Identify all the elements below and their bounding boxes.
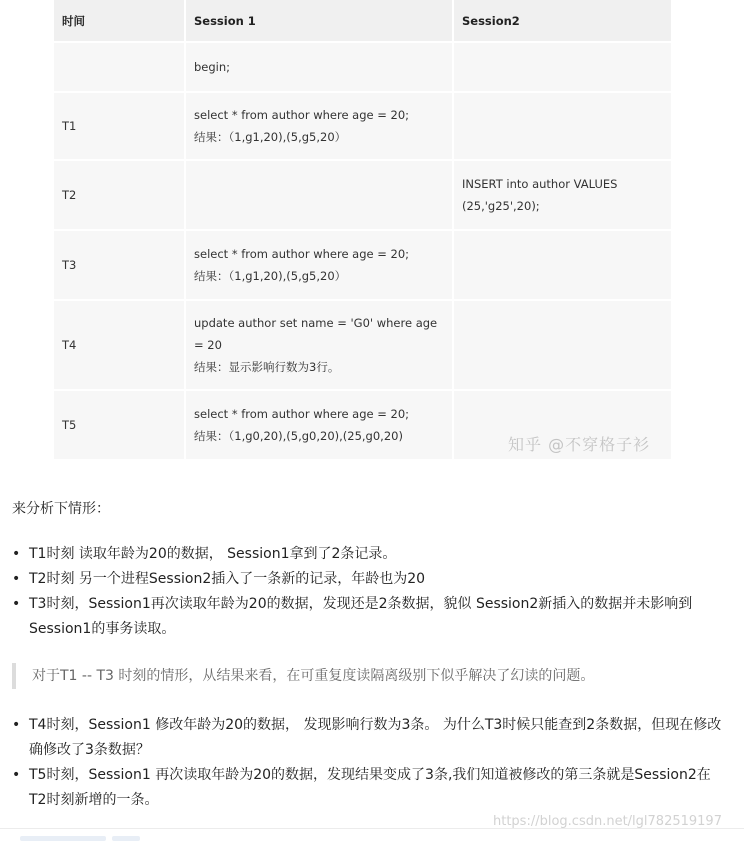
footer-tag[interactable]: [112, 836, 140, 841]
session1-cell: [185, 230, 453, 300]
session2-line: INSERT into author VALUES: [462, 177, 618, 191]
table-row: [54, 92, 672, 160]
session1-cell: [185, 160, 453, 230]
bullet-list-2: [12, 713, 722, 813]
session1-line: 结果：（1,g1,20),(5,g5,20）: [194, 269, 347, 283]
session1-line: select * from author where age = 20;: [194, 247, 410, 261]
header-time: 时间: [54, 0, 185, 42]
time-cell: [54, 42, 185, 92]
list-item: • T1时刻 读取年龄为20的数据， Session1拿到了2条记录。: [12, 542, 722, 567]
bullet-list-1: [12, 542, 722, 642]
session1-line: 结果：（1,g0,20),(5,g0,20),(25,g0,20): [194, 429, 403, 443]
list-item: • T3时刻，Session1再次读取年龄为20的数据，发现还是2条数据，貌似 Session2新插入的数据并未影响到Session1的事务读取。: [12, 592, 722, 642]
session1-line: begin;: [194, 60, 231, 74]
session2-cell: [453, 230, 672, 300]
blockquote: 对于T1 -- T3 时刻的情形，从结果来看，在可重复度读隔离级别下似乎解决了幻读的问题。: [12, 663, 594, 689]
csdn-watermark: https://blog.csdn.net/lgl782519197: [493, 814, 722, 829]
list-item: • T2时刻 另一个进程Session2插入了一条新的记录，年龄也为20: [12, 567, 722, 592]
time-cell: T1: [54, 92, 185, 160]
table-row: [54, 42, 672, 92]
zhihu-watermark: 知乎 @不穿格子衫: [508, 435, 651, 454]
session2-cell: [453, 42, 672, 92]
session1-cell: [185, 300, 453, 390]
session1-cell: [185, 390, 453, 460]
analysis-intro: 来分析下情形：: [12, 501, 110, 517]
time-cell: T3: [54, 230, 185, 300]
footer-tag[interactable]: [20, 836, 106, 841]
list-item: • T4时刻，Session1 修改年龄为20的数据， 发现影响行数为3条。 为什么T3时候只能查到2条数据，但现在修改确修改了3条数据？: [12, 713, 722, 763]
session1-line: 结果：显示影响行数为3行。: [194, 360, 340, 374]
session1-line: update author set name = 'G0' where age = 20: [194, 316, 438, 352]
session-table: [54, 0, 673, 461]
session1-cell: [185, 42, 453, 92]
list-item: • T5时刻，Session1 再次读取年龄为20的数据，发现结果变成了3条,我们知道被修改的第三条就是Session2在T2时刻新增的一条。: [12, 763, 722, 813]
session2-cell: [453, 300, 672, 390]
header-session1: Session 1: [185, 0, 453, 42]
time-cell: T4: [54, 300, 185, 390]
session1-line: select * from author where age = 20;: [194, 108, 410, 122]
table-row: [54, 300, 672, 390]
session2-cell: [453, 92, 672, 160]
header-session2: Session2: [453, 0, 672, 42]
time-cell: T2: [54, 160, 185, 230]
session1-cell: [185, 92, 453, 160]
time-cell: T5: [54, 390, 185, 460]
table-row: [54, 230, 672, 300]
session1-line: 结果：（1,g1,20),(5,g5,20）: [194, 130, 347, 144]
table-header-row: [54, 0, 672, 42]
session2-line: (25,'g25',20);: [462, 199, 540, 213]
session2-cell: [453, 160, 672, 230]
session1-line: select * from author where age = 20;: [194, 407, 410, 421]
table-row: [54, 160, 672, 230]
